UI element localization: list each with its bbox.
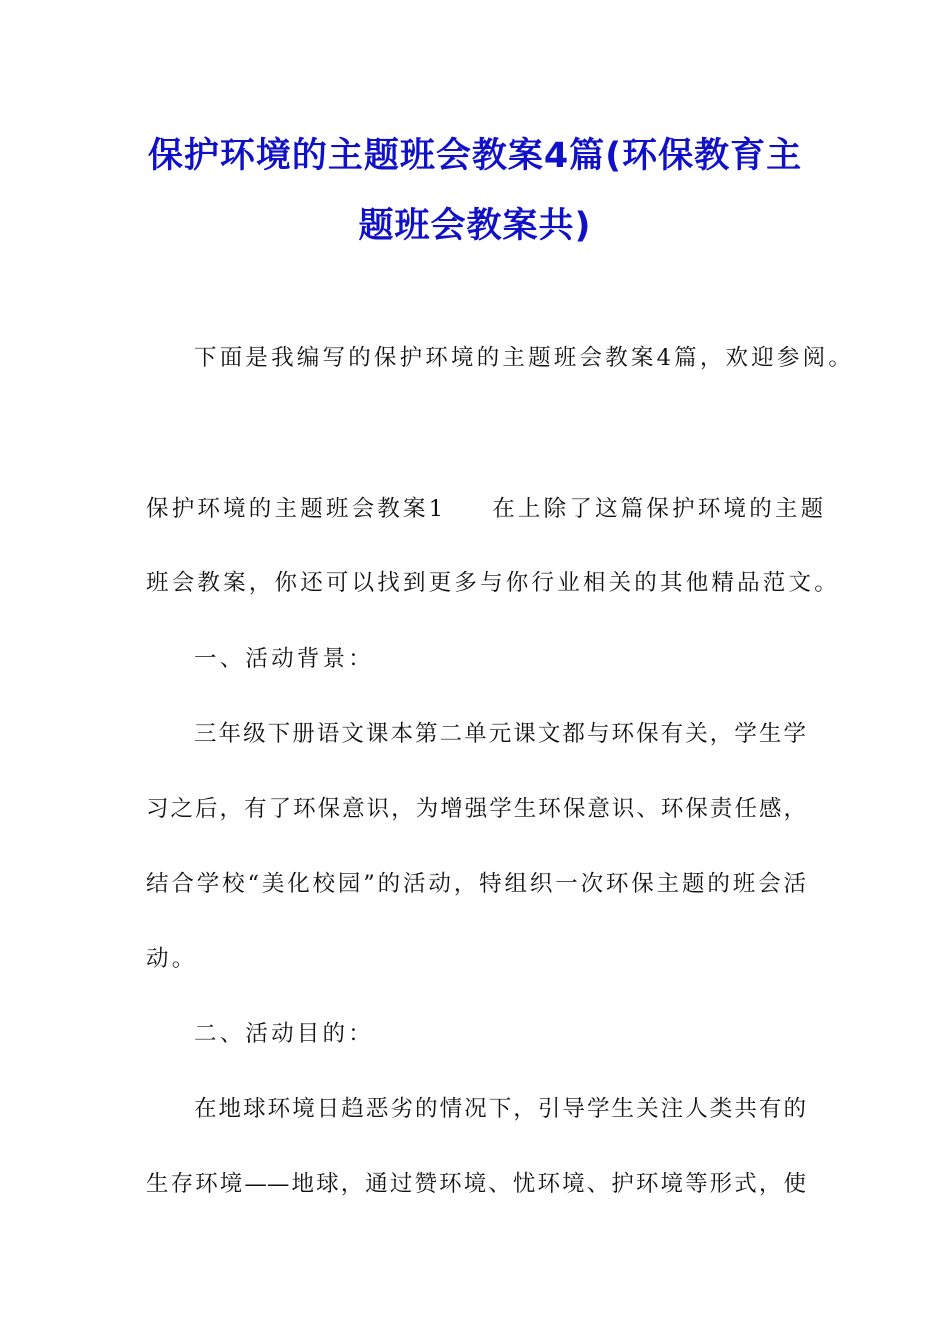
paragraph-line: 在地球环境日趋恶劣的情况下，引导学生关注人类共有的	[194, 1096, 806, 1122]
paragraph-line: 三年级下册语文课本第二单元课文都与环保有关，学生学	[194, 721, 806, 747]
section-heading: 保护环境的主题班会教案1	[146, 496, 447, 522]
document-title-line-1: 保护环境的主题班会教案4篇(环保教育主	[147, 136, 803, 176]
paragraph-line: 习之后，有了环保意识，为增强学生环保意识、环保责任感，	[146, 796, 806, 822]
section-intro-text: 在上除了这篇保护环境的主题	[492, 496, 827, 522]
subheading-purpose: 二、活动目的：	[194, 1021, 374, 1047]
subheading-background: 一、活动背景：	[194, 646, 374, 672]
paragraph-line: 结合学校“美化校园”的活动，特组织一次环保主题的班会活	[146, 871, 806, 897]
paragraph-line: 动。	[146, 946, 198, 972]
section-heading-line	[146, 493, 827, 525]
intro-paragraph: 下面是我编写的保护环境的主题班会教案4篇，欢迎参阅。	[194, 345, 855, 371]
document-title-line-2: 题班会教案共)	[358, 206, 592, 246]
paragraph-line: 生存环境——地球，通过赞环境、忧环境、护环境等形式，使	[146, 1171, 806, 1197]
paragraph-line: 班会教案，你还可以找到更多与你行业相关的其他精品范文。	[146, 570, 840, 596]
